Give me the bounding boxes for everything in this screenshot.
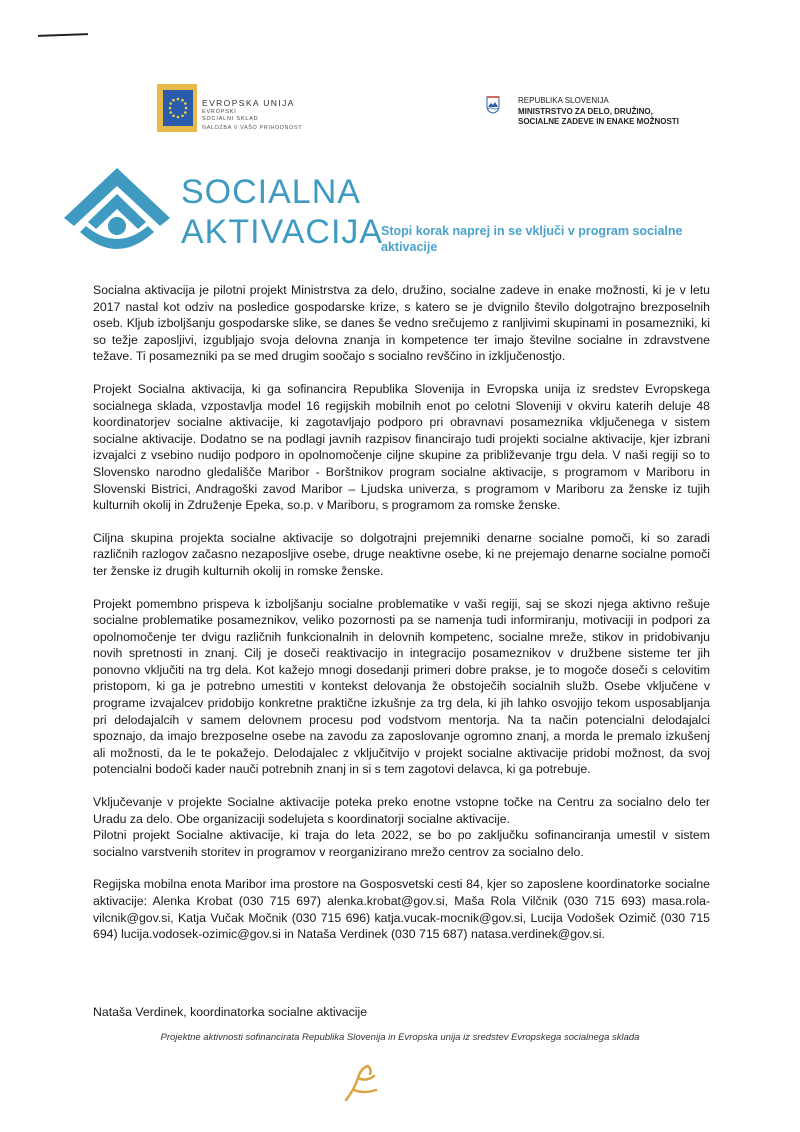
gold-emblem-icon: [336, 1060, 384, 1106]
eu-subtitle: EVROPSKI SOCIALNI SKLAD: [202, 109, 259, 122]
footer-cofinancing-note: Projektne aktivnosti sofinancirata Republika Slovenija in Evropska unija iz sredstev Evropskega socialnega sklada: [160, 1032, 640, 1043]
eu-logo: [157, 84, 327, 136]
ministry-name-line1: MINISTRSTVO ZA DELO, DRUŽINO,: [518, 106, 653, 116]
paragraph: Projekt pomembno prispeva k izboljšanju socialne problematike v vaši regiji, saj se skozi njega aktivno rešuje socialne problematike posameznikov, veliko pozornosti pa se namenja tudi informiranju, motivaciji in podpori za opolnomočenje ter dvigu različnih funkcionalnih in delovnih kompetenc, socialne mreže, stikov in pridobivanju novih spretnosti in znanj. Cilj je doseči reaktivacijo in integracijo posameznikov v družbene sisteme ter jih ponovno vključiti na trg dela. Kot kažejo mnogi dosedanji primeri dobre prakse, je to mogoče doseči s celovitim pristopom, ki ga je potrebno umestiti v kontekst delovanja že obstoječih socialnih služb. Osebe vključene v programe izvajalcev pridobijo konkretne praktične izkušnje za trg dela, ki jih lahko osvojijo tekom usposabljanja pri delodajalcih v samem delovnem procesu pod vodstvom mentorja. Na ta način potencialni delodajalci spoznajo, da imajo brezposelne osebe na zavodu za zaposlovanje ogromno znanj, a morda le premalo izkušenj ali možnosti, da le te pokažejo. Delodajalec z vključitvijo v projekt socialne aktivacije pridobi možnost, da svoj potencialni bodoči kader nauči potrebnih znanj in si s tem zagotovi delavca, ki ga potrebuje.: [93, 596, 710, 777]
eu-title: EVROPSKA UNIJA: [202, 98, 295, 108]
paragraph: Socialna aktivacija je pilotni projekt Ministrstva za delo, družino, socialne zadeve in enake možnosti, ki je v letu 2017 nastal kot odziv na posledice gospodarske krize, s katero se je dvignilo število dolgotrajno brezposelnih oseb. Kljub izboljšanju gospodarske slike, se danes še vedno srečujemo z ranljivimi skupinami in posamezniki, ki so težje zaposljivi, izgubljajo svoja delovna znanja in kompetence ter imajo številne socialne in zdravstvene težave. Ti posamezniki pa se med drugim soočajo s socialno revščino in izključenostjo.: [93, 283, 710, 364]
ministry-name-line2: SOCIALNE ZADEVE IN ENAKE MOŽNOSTI: [518, 117, 679, 126]
eu-tagline: NALOŽBA V VAŠO PRIHODNOST: [202, 125, 303, 131]
paragraph: Ciljna skupina projekta socialne aktivacije so dolgotrajni prejemniki denarne socialne pomoči, ki so zaradi različnih razlogov začasno nezaposljive osebe, druge neaktivne osebe, ki ne prejemajo denarne socialne pomoči ter ženske iz drugih kulturnih okolij in romske ženske.: [93, 530, 710, 578]
paragraph-contacts: Regijska mobilna enota Maribor ima prostore na Gosposvetski cesti 84, kjer so zaposlene koordinatorke socialne aktivacije: Alenka Krobat (030 715 697) alenka.krobat@gov.si, Maša Rola Vilčnik (030 715 693) masa.rola-vilcnik@gov.si, Katja Vučak Močnik (030 715 696) katja.vucak-mocnik@gov.si, Lucija Vodošek Ozimič (030 715 694) lucija.vodosek-ozimic@gov.si in Nataša Verdinek (030 715 687) natasa.verdinek@gov.si.: [93, 877, 710, 942]
paragraph: Pilotni projekt Socialne aktivacije, ki traja do leta 2022, se bo po zaključku sofinanciranja umestil v sistem socialno varstvenih storitev in programov v reorganizirano mrežo centrov za socialno delo.: [93, 828, 710, 859]
coat-of-arms-icon: [486, 96, 500, 114]
ministry-country: REPUBLIKA SLOVENIJA: [518, 96, 609, 105]
slogan: Stopi korak naprej in se vključi v program socialne aktivacije: [381, 224, 683, 254]
ministry-logo: [486, 96, 716, 136]
socialna-aktivacija-logo-icon: [62, 166, 172, 258]
eu-flag-icon: [157, 84, 197, 132]
brand-title: SOCIALNA AKTIVACIJA: [181, 173, 384, 251]
signature: Nataša Verdinek, koordinatorka socialne aktivacije: [93, 1005, 368, 1019]
document-body: [93, 282, 710, 959]
pen-mark: [38, 33, 88, 37]
paragraph: Projekt Socialna aktivacija, ki ga sofinancira Republika Slovenija in Evropska unija iz sredstev Evropskega socialnega sklada, vzpostavlja model 16 regijskih mobilnih enot po celotni Sloveniji v okviru katerih deluje 48 koordinatorjev socialne aktivacije, ki zagotavljajo podporo pri obravnavi posameznika vključenega v sistem socialne aktivacije. Dodatno se na podlagi javnih razpisov financirajo tudi projekti socialne aktivacije, kjer izbrani izvajalci z vsebino nudijo podporo in opolnomočenje ciljne skupine za približevanje trgu dela. V naši regiji so to Slovensko narodno gledališče Maribor - Borštnikov program socialne aktivacije, s programom v Mariboru in Slovenski Bistrici, Andragoški zavod Maribor – Ljudska univerza, s programom v Mariboru za ženske iz tujih kulturnih okolij in Združenje Epeka, so.p. v Mariboru, s programom za romske ženske.: [93, 381, 710, 513]
paragraph: Vključevanje v projekte Socialne aktivacije poteka preko enotne vstopne točke na Centru za socialno delo ter Uradu za delo. Obe organizaciji sodelujeta s koordinatorji socialne aktivacije.: [93, 795, 710, 826]
